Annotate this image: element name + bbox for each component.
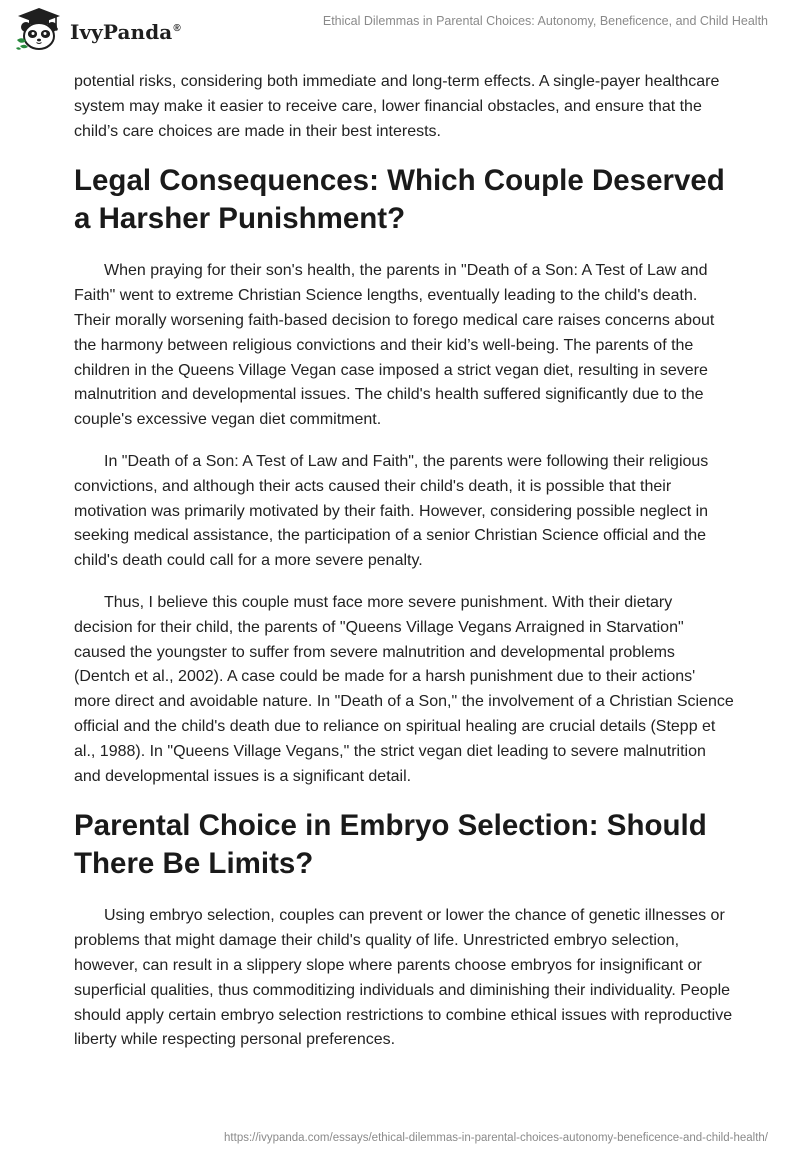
source-url[interactable]: https://ivypanda.com/essays/ethical-dilemmas-in-parental-choices-autonomy-beneficence-and-child-health/ [224, 1132, 768, 1144]
body-paragraph: Using embryo selection, couples can prevent or lower the chance of genetic illnesses or problems that might damage their child's quality of life. Unrestricted embryo selection, however, can result in a slippery slope where parents choose embryos for insignificant or superficial qualities, thus commoditizing individuals and diminishing their individuality. People should apply certain embryo selection restrictions to combine ethical issues with reproductive liberty while respecting personal preferences. [74, 907, 733, 1049]
logo-text: IvyPanda® [70, 20, 181, 44]
body-paragraph: Thus, I believe this couple must face more severe punishment. With their dietary decision for their child, the parents of "Queens Village Vegans Arraigned in Starvation" caused the youngster to suffer from severe malnutrition and developmental problems (Dentch et al., 2002). A case could be made for a harsh punishment due to their actions' more direct and avoidable nature. In "Death of a Son," the involvement of a Christian Science official and the child's death due to reliance on spiritual healing are crucial details (Stepp et al., 1988). In "Queens Village Vegans," the strict vegan diet leading to severe malnutrition and developmental issues is a significant detail. [74, 593, 734, 785]
section-heading-embryo-selection: Parental Choice in Embryo Selection: Should There Be Limits? [74, 809, 707, 881]
body-paragraph: In "Death of a Son: A Test of Law and Faith", the parents were following their religious convictions, and although their acts caused their child's death, it is possible that their motivation was primarily motivated by their faith. However, considering possible neglect in seeking medical assistance, the participation of a senior Christian Science official and the child's death could call for a more severe penalty. [74, 452, 709, 570]
intro-paragraph: potential risks, considering both immediate and long-term effects. A single-payer healthcare system may make it easier to receive care, lower financial obstacles, and ensure that the child’s care choices are made in their best interests. [74, 73, 720, 140]
panda-graduate-icon [14, 6, 64, 54]
body-paragraph: When praying for their son's health, the parents in "Death of a Son: A Test of Law and Faith" went to extreme Christian Science lengths, eventually leading to the child's death. Their morally worsening faith-based decision to forego medical care raises concerns about the harmony between religious convictions and their kid’s well-being. The parents of the children in the Queens Village Vegan case imposed a strict vegan diet, resulting in severe malnutrition and developmental issues. The child's health suffered significantly due to the couple's excessive vegan diet commitment. [74, 262, 715, 429]
section-heading-legal-consequences: Legal Consequences: Which Couple Deserved a Harsher Punishment? [74, 164, 725, 236]
document-title: Ethical Dilemmas in Parental Choices: Autonomy, Beneficence, and Child Health [322, 14, 768, 28]
ivypanda-logo[interactable] [14, 6, 181, 54]
page-header [0, 0, 800, 60]
article-body [74, 70, 734, 1053]
